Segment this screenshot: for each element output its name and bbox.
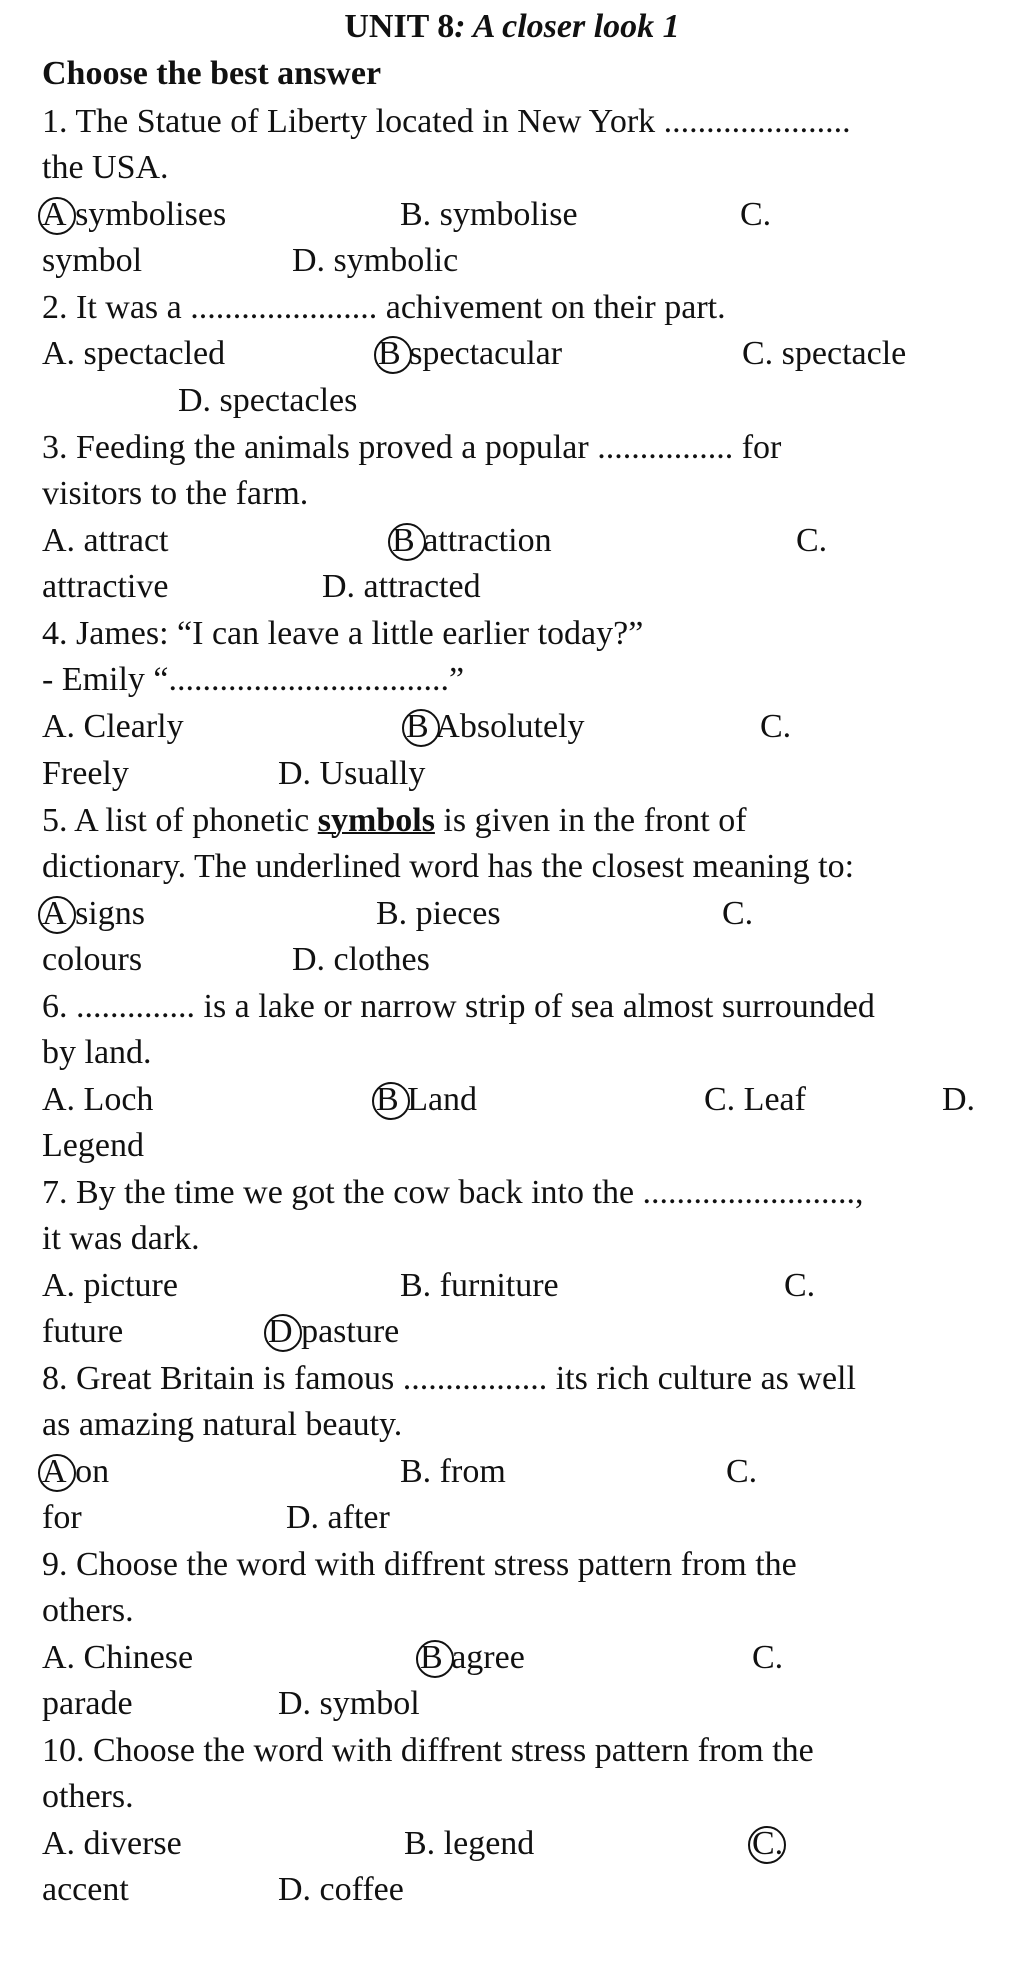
q8-options-row1 — [42, 1452, 982, 1492]
q7-stem-line1: 7. By the time we got the cow back into the ........................., — [42, 1174, 864, 1211]
section-heading: Choose the best answer — [42, 55, 382, 92]
q6-stem-line1: 6. .............. is a lake or narrow strip of sea almost surrounded — [42, 988, 875, 1025]
q1-option-b[interactable]: B. symbolise — [400, 196, 578, 233]
q6-option-b-text: Land — [398, 1081, 478, 1118]
q1-options-row2 — [42, 241, 982, 281]
q10-options-row2 — [42, 1870, 982, 1910]
q4-options-row1 — [42, 707, 982, 747]
q5-option-a[interactable] — [42, 894, 145, 934]
q9-option-a[interactable]: A. Chinese — [42, 1639, 194, 1676]
q10-option-d[interactable]: D. coffee — [278, 1871, 404, 1908]
q3-options-row2 — [42, 567, 982, 607]
q8-answer-circle: A — [42, 1453, 67, 1490]
q6-option-a[interactable]: A. Loch — [42, 1081, 154, 1118]
q6-option-d[interactable]: D. — [942, 1081, 976, 1118]
q7-answer-circle: D — [268, 1313, 293, 1350]
q3-option-c[interactable]: C. — [796, 522, 828, 559]
q10-options-row1 — [42, 1824, 982, 1864]
q4-stem-line1: 4. James: “I can leave a little earlier today?” — [42, 615, 644, 652]
q3-option-b[interactable] — [392, 521, 552, 561]
q7-option-c-text: future — [42, 1313, 124, 1350]
q2-option-d[interactable]: D. spectacles — [178, 382, 358, 419]
q4-option-d[interactable]: D. Usually — [278, 755, 426, 792]
q7-option-c[interactable]: C. — [784, 1267, 816, 1304]
q1-option-a[interactable] — [42, 195, 226, 235]
q10-answer-circle: C. — [752, 1825, 784, 1862]
q2-options-row1 — [42, 334, 982, 374]
q1-option-c-text: symbol — [42, 242, 143, 279]
q4-option-c-text: Freely — [42, 755, 129, 792]
title-unit: UNIT 8 — [344, 8, 455, 45]
q10-stem-line2: others. — [42, 1778, 134, 1815]
q2-option-a[interactable]: A. spectacled — [42, 335, 226, 372]
q9-option-c-text: parade — [42, 1685, 133, 1722]
q8-option-a-text: on — [66, 1453, 110, 1490]
q1-stem-line1: 1. The Statue of Liberty located in New York ...................... — [42, 103, 851, 140]
q9-option-b[interactable] — [420, 1638, 525, 1678]
q4-option-c[interactable]: C. — [760, 708, 792, 745]
q3-options-row1 — [42, 521, 982, 561]
q9-option-c[interactable]: C. — [752, 1639, 784, 1676]
q5-option-c-text: colours — [42, 941, 143, 978]
q10-option-c[interactable] — [752, 1824, 783, 1864]
q1-answer-circle: A — [42, 196, 67, 233]
q5-stem-start: 5. A list of phonetic — [42, 802, 318, 839]
q2-stem-line1: 2. It was a ...................... achivement on their part. — [42, 289, 726, 326]
q8-options-row2 — [42, 1498, 982, 1538]
q3-option-b-text: attraction — [414, 522, 552, 559]
q5-stem-line2: dictionary. The underlined word has the closest meaning to: — [42, 848, 855, 885]
q3-stem-line1: 3. Feeding the animals proved a popular ................ for — [42, 429, 782, 466]
q4-option-a[interactable]: A. Clearly — [42, 708, 184, 745]
q6-option-b[interactable] — [376, 1080, 477, 1120]
q4-options-row2 — [42, 754, 982, 794]
q9-option-b-text: agree — [442, 1639, 525, 1676]
q7-stem-line2: it was dark. — [42, 1220, 200, 1257]
q8-stem-line1: 8. Great Britain is famous ................. its rich culture as well — [42, 1360, 856, 1397]
q5-option-b[interactable]: B. pieces — [376, 895, 501, 932]
q10-option-a[interactable]: A. diverse — [42, 1825, 182, 1862]
q8-stem-line2: as amazing natural beauty. — [42, 1406, 403, 1443]
q5-option-d[interactable]: D. clothes — [292, 941, 430, 978]
q9-option-d[interactable]: D. symbol — [278, 1685, 420, 1722]
q7-options-row2 — [42, 1312, 982, 1352]
q6-answer-circle: B — [376, 1081, 399, 1118]
q1-stem-line2: the USA. — [42, 149, 169, 186]
q8-option-c[interactable]: C. — [726, 1453, 758, 1490]
q7-options-row1 — [42, 1266, 982, 1306]
q6-stem-line2: by land. — [42, 1034, 152, 1071]
q4-option-b[interactable] — [406, 707, 585, 747]
q6-options-row1 — [42, 1080, 1002, 1120]
q5-stem-line1 — [42, 801, 747, 841]
q6-option-c[interactable]: C. Leaf — [704, 1081, 806, 1118]
q9-options-row1 — [42, 1638, 982, 1678]
q5-stem-end: is given in the front of — [434, 802, 747, 839]
title-subtitle: : A closer look 1 — [454, 8, 680, 45]
q1-options-row1 — [42, 195, 982, 235]
q3-option-c-text: attractive — [42, 568, 169, 605]
q9-stem-line1: 9. Choose the word with diffrent stress pattern from the — [42, 1546, 797, 1583]
q2-option-b-text: spectacular — [400, 335, 563, 372]
q5-option-c[interactable]: C. — [722, 895, 754, 932]
q3-option-d[interactable]: D. attracted — [322, 568, 481, 605]
q2-options-row2 — [42, 381, 982, 421]
q1-option-c[interactable]: C. — [740, 196, 772, 233]
q5-answer-circle: A — [42, 895, 67, 932]
q10-option-c-text: accent — [42, 1871, 129, 1908]
q4-option-b-text: Absolutely — [428, 708, 585, 745]
q4-answer-circle: B — [406, 708, 429, 745]
q10-stem-line1: 10. Choose the word with diffrent stress pattern from the — [42, 1732, 814, 1769]
q3-option-a[interactable]: A. attract — [42, 522, 169, 559]
q9-answer-circle: B — [420, 1639, 443, 1676]
q8-option-b[interactable]: B. from — [400, 1453, 506, 1490]
q3-answer-circle: B — [392, 522, 415, 559]
page-title — [0, 4, 1024, 50]
q1-option-d[interactable]: D. symbolic — [292, 242, 459, 279]
q2-option-b[interactable] — [378, 334, 562, 374]
q8-option-a[interactable] — [42, 1452, 109, 1492]
q2-answer-circle: B — [378, 335, 401, 372]
q4-stem-line2: - Emily “.................................” — [42, 661, 465, 698]
q9-options-row2 — [42, 1684, 982, 1724]
q8-option-d[interactable]: D. after — [286, 1499, 390, 1536]
q6-option-d-text: Legend — [42, 1127, 144, 1164]
q7-option-b[interactable]: B. furniture — [400, 1267, 559, 1304]
q9-stem-line2: others. — [42, 1592, 134, 1629]
q10-option-b[interactable]: B. legend — [404, 1825, 535, 1862]
q7-option-d[interactable] — [268, 1312, 399, 1352]
q7-option-a[interactable]: A. picture — [42, 1267, 178, 1304]
q3-stem-line2: visitors to the farm. — [42, 475, 309, 512]
q5-underlined-word: symbols — [317, 802, 435, 839]
q2-option-c[interactable]: C. spectacle — [742, 335, 907, 372]
q1-option-a-text: symbolises — [66, 196, 227, 233]
q5-option-a-text: signs — [66, 895, 145, 932]
q5-options-row2 — [42, 940, 982, 980]
q8-option-c-text: for — [42, 1499, 82, 1536]
q7-option-d-text: pasture — [292, 1313, 400, 1350]
q5-options-row1 — [42, 894, 982, 934]
